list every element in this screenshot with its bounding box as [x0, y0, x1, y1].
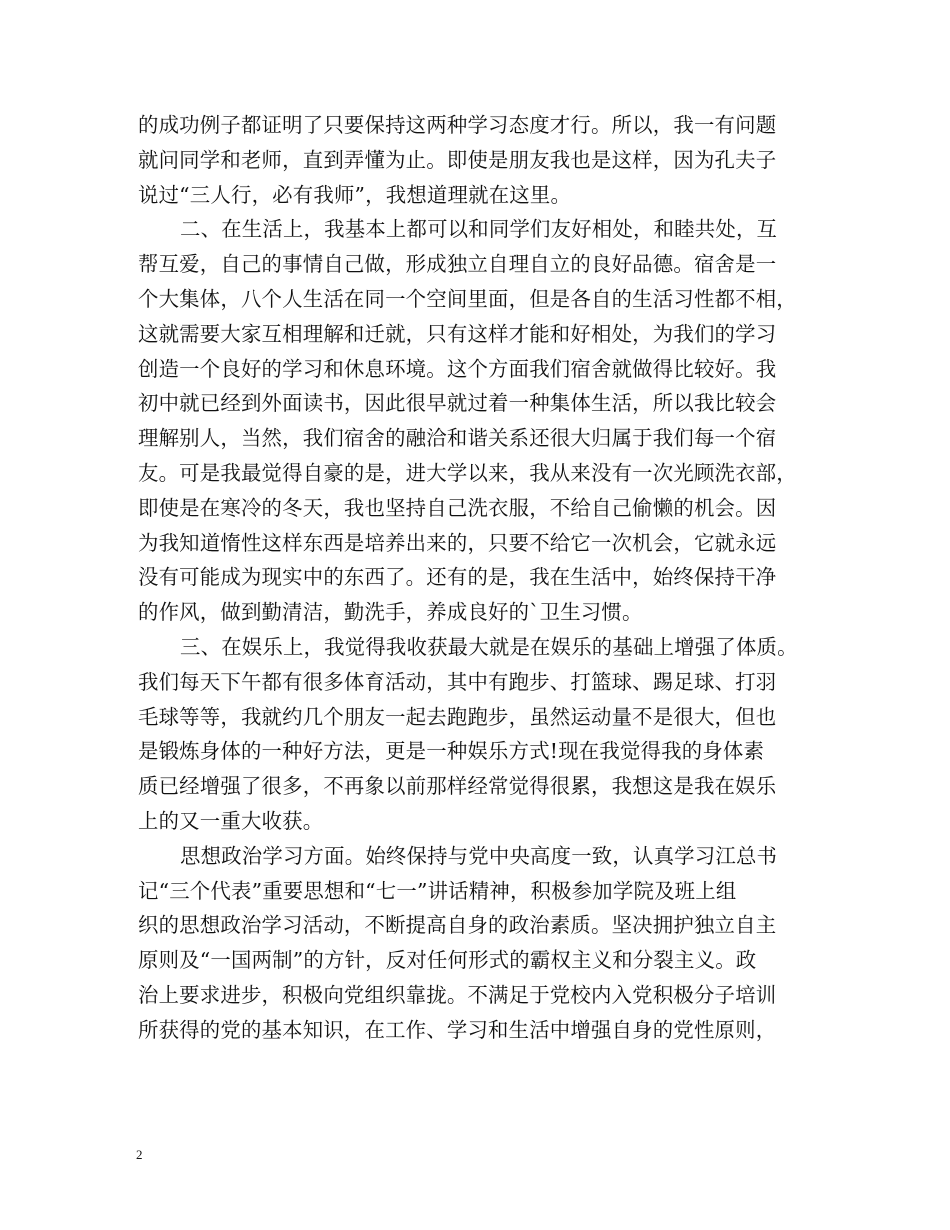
- text-line: 上的又一重大收获。: [138, 808, 324, 833]
- text-line: 织的思想政治学习活动，不断提高自身的政治素质。坚决拥护独立自主: [138, 913, 777, 938]
- text-line: 的作风，做到勤清洁，勤洗手，养成良好的`卫生习惯。: [138, 600, 643, 625]
- text-line: 我们每天下午都有很多体育活动，其中有跑步、打篮球、踢足球、打羽: [138, 669, 777, 694]
- text-line: 理解别人，当然，我们宿舍的融洽和谐关系还很大归属于我们每一个宿: [138, 426, 777, 451]
- text-line: 为我知道惰性这样东西是培养出来的，只要不给它一次机会，它就永远: [138, 530, 777, 555]
- text-line: 质已经增强了很多，不再象以前那样经常觉得很累，我想这是我在娱乐: [138, 774, 777, 799]
- paragraph-start-line: 三、在娱乐上，我觉得我收获最大就是在娱乐的基础上增强了体质。: [180, 634, 798, 659]
- text-line: 这就需要大家互相理解和迁就，只有这样才能和好相处，为我们的学习: [138, 321, 777, 346]
- page-number: 2: [136, 1147, 143, 1162]
- text-line: 没有可能成为现实中的东西了。还有的是，我在生活中，始终保持干净: [138, 565, 777, 590]
- text-line: 创造一个良好的学习和休息环境。这个方面我们宿舍就做得比较好。我: [138, 356, 777, 381]
- text-line: 就问同学和老师，直到弄懂为止。即使是朋友我也是这样，因为孔夫子: [138, 147, 777, 172]
- paragraph-start-line: 二、在生活上，我基本上都可以和同学们友好相处，和睦共处，互: [180, 217, 778, 242]
- text-line: 帮互爱，自己的事情自己做，形成独立自理自立的良好品德。宿舍是一: [138, 252, 777, 277]
- paragraph-start-line: 思想政治学习方面。始终保持与党中央高度一致，认真学习江总书: [180, 843, 778, 868]
- text-line: 治上要求进步，积极向党组织靠拢。不满足于党校内入党积极分子培训: [138, 982, 777, 1007]
- text-line: 说过“三人行，必有我师”，我想道理就在这里。: [138, 182, 572, 207]
- text-line: 是锻炼身体的一种好方法，更是一种娱乐方式!现在我觉得我的身体素: [138, 739, 765, 764]
- text-line: 原则及“一国两制”的方针，反对任何形式的霸权主义和分裂主义。政: [138, 948, 757, 973]
- text-line: 友。可是我最觉得自豪的是，进大学以来，我从来没有一次光顾洗衣部，: [138, 460, 797, 485]
- text-line: 毛球等等，我就约几个朋友一起去跑跑步，虽然运动量不是很大，但也: [138, 704, 777, 729]
- body-text: [138, 108, 828, 1048]
- text-line: 所获得的党的基本知识，在工作、学习和生活中增强自身的党性原则，: [138, 1017, 777, 1042]
- text-line: 个大集体，八个人生活在同一个空间里面，但是各自的生活习性都不相，: [138, 286, 797, 311]
- text-line: 的成功例子都证明了只要保持这两种学习态度才行。所以，我一有问题: [138, 113, 777, 137]
- text-line: 初中就已经到外面读书，因此很早就过着一种集体生活，所以我比较会: [138, 391, 777, 416]
- text-line: 记“三个代表”重要思想和“七一”讲话精神，积极参加学院及班上组: [138, 878, 737, 903]
- text-line: 即使是在寒冷的冬天，我也坚持自己洗衣服，不给自己偷懒的机会。因: [138, 495, 777, 520]
